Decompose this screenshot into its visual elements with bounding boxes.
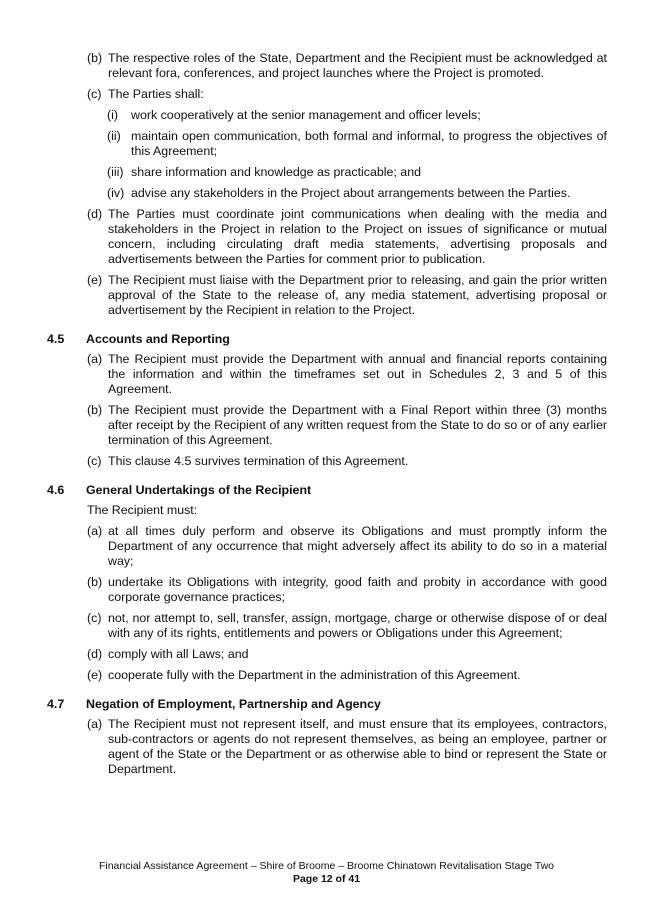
item-text: The Recipient must liaise with the Department prior to releasing, and gain the prior written approval of the State to the release of, any media statement, advertising proposal or advertisement by the Recipient in relation to the Project. bbox=[108, 273, 607, 317]
clause-4-4-item-b bbox=[87, 51, 607, 81]
item-label: (b) bbox=[87, 51, 103, 65]
item-label: (a) bbox=[87, 717, 103, 731]
sub-item-label: (iv) bbox=[107, 186, 125, 200]
sub-item-text: maintain open communication, both formal and informal, to progress the objectives of this Agreement; bbox=[131, 129, 607, 158]
page-footer bbox=[0, 860, 653, 886]
clause-4-6-item-a bbox=[87, 524, 607, 569]
item-text: The respective roles of the State, Department and the Recipient must be acknowledged at relevant fora, conferences, and project launches where the Project is promoted. bbox=[108, 51, 607, 80]
clause-4-6-item-b bbox=[87, 575, 607, 605]
item-label: (c) bbox=[87, 611, 102, 625]
item-text: undertake its Obligations with integrity, good faith and probity in accordance with good corporate governance practices; bbox=[108, 575, 607, 604]
item-label: (b) bbox=[87, 575, 103, 589]
clause-number: 4.5 bbox=[47, 332, 65, 346]
item-text: not, nor attempt to, sell, transfer, assign, mortgage, charge or otherwise dispose of or deal with any of its rights, entitlements and powers or Obligations under this Agreement; bbox=[108, 611, 607, 640]
clause-4-5-heading bbox=[0, 332, 653, 347]
clause-4-6-item-d bbox=[87, 647, 607, 662]
item-text: The Parties must coordinate joint communications when dealing with the media and stakeholders in the Project in relation to the Project on issues of significance or mutual concern, including circulating draft media statements, advertising proposals and advertisements between the Parties for comment prior to publication. bbox=[108, 207, 607, 266]
clause-title: Negation of Employment, Partnership and Agency bbox=[86, 697, 381, 711]
sub-item-text: work cooperatively at the senior management and officer levels; bbox=[131, 108, 481, 122]
item-text: The Parties shall: bbox=[108, 87, 204, 101]
sub-item-text: share information and knowledge as practicable; and bbox=[131, 165, 421, 179]
clause-4-5-item-c bbox=[87, 454, 607, 469]
item-label: (d) bbox=[87, 207, 103, 221]
clause-4-5-item-b bbox=[87, 403, 607, 448]
item-label: (e) bbox=[87, 273, 103, 287]
clause-4-4-item-e bbox=[87, 273, 607, 318]
clause-number: 4.6 bbox=[47, 483, 65, 497]
item-text: The Recipient must not represent itself, and must ensure that its employees, contractors, sub-contractors or agents do not represent themselves, as being an employee, partner or agent of the State or the Department or as otherwise able to bind or represent the State or Department. bbox=[108, 717, 607, 776]
clause-4-4-c-sub-iv bbox=[107, 186, 607, 201]
sub-item-text: advise any stakeholders in the Project about arrangements between the Parties. bbox=[131, 186, 571, 200]
clause-title: Accounts and Reporting bbox=[86, 332, 230, 346]
clause-4-6-intro: The Recipient must: bbox=[87, 503, 198, 517]
clause-4-6-item-e bbox=[87, 668, 607, 683]
item-label: (b) bbox=[87, 403, 103, 417]
clause-4-4-item-d bbox=[87, 207, 607, 267]
sub-item-label: (ii) bbox=[107, 129, 121, 143]
item-text: The Recipient must provide the Department with a Final Report within three (3) months after receipt by the Recipient of any written request from the State to do so or of any earlier termination of this Agreement. bbox=[108, 403, 607, 447]
clause-4-4-item-c bbox=[87, 87, 607, 102]
clause-4-7-item-a bbox=[87, 717, 607, 777]
item-text: at all times duly perform and observe its Obligations and must promptly inform the Department of any occurrence that might adversely affect its ability to do so in a material way; bbox=[108, 524, 607, 568]
item-label: (d) bbox=[87, 647, 103, 661]
page-number: Page 12 of 41 bbox=[292, 873, 361, 885]
sub-item-label: (i) bbox=[107, 108, 119, 122]
clause-4-6-item-c bbox=[87, 611, 607, 641]
item-text: The Recipient must provide the Department with annual and financial reports containing the information and within the timeframes set out in Schedules 2, 3 and 5 of this Agreement. bbox=[108, 352, 607, 396]
clause-4-7-heading bbox=[0, 697, 653, 712]
clause-number: 4.7 bbox=[47, 697, 65, 711]
item-label: (c) bbox=[87, 87, 102, 101]
item-text: comply with all Laws; and bbox=[108, 647, 249, 661]
clause-4-4-c-sub-ii bbox=[107, 129, 607, 159]
clause-4-4-c-sub-i bbox=[107, 108, 607, 123]
item-label: (a) bbox=[87, 352, 103, 366]
item-label: (a) bbox=[87, 524, 103, 538]
page-content bbox=[0, 51, 653, 783]
sub-item-label: (iii) bbox=[107, 165, 124, 179]
footer-title: Financial Assistance Agreement – Shire of Broome – Broome Chinatown Revitalisation Stage Two bbox=[98, 860, 555, 872]
item-text: cooperate fully with the Department in the administration of this Agreement. bbox=[108, 668, 521, 682]
clause-4-4-c-sub-iii bbox=[107, 165, 607, 180]
item-text: This clause 4.5 survives termination of this Agreement. bbox=[108, 454, 409, 468]
clause-title: General Undertakings of the Recipient bbox=[86, 483, 312, 497]
clause-4-6-heading bbox=[0, 483, 653, 498]
item-label: (c) bbox=[87, 454, 102, 468]
clause-4-5-item-a bbox=[87, 352, 607, 397]
item-label: (e) bbox=[87, 668, 103, 682]
